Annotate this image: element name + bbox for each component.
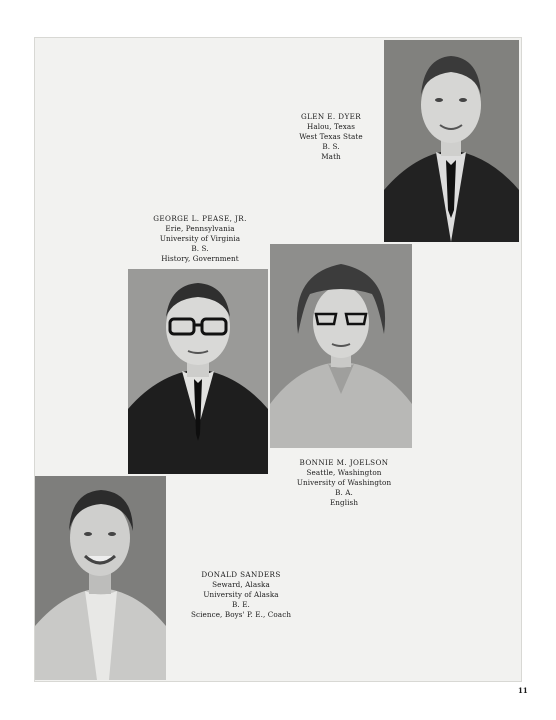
caption-donald-sanders (171, 570, 311, 620)
yearbook-page (35, 38, 528, 695)
staff-degree: B. A. (335, 488, 353, 497)
caption-bonnie-joelson (279, 458, 409, 508)
staff-subjects: Science, Boys' P. E., Coach (190, 610, 292, 619)
staff-college: University of Washington (296, 478, 392, 487)
staff-college: West Texas State (299, 132, 363, 141)
staff-degree: B. S. (322, 142, 340, 151)
staff-hometown: Erie, Pennsylvania (165, 224, 235, 233)
staff-college: University of Alaska (203, 590, 279, 599)
portrait-george-pease (128, 269, 268, 474)
staff-name: DONALD SANDERS (201, 570, 281, 579)
staff-name: GEORGE L. PEASE, JR. (153, 214, 247, 223)
portrait-donald-sanders (35, 476, 166, 680)
staff-subjects: Math (321, 152, 341, 161)
portrait-glen-dyer (384, 40, 519, 242)
page-number: 11 (518, 686, 528, 695)
staff-college: University of Virginia (159, 234, 241, 243)
staff-subjects: English (329, 498, 359, 507)
staff-name: GLEN E. DYER (300, 112, 362, 121)
staff-degree: B. E. (232, 600, 250, 609)
staff-hometown: Seattle, Washington (306, 468, 382, 477)
staff-hometown: Halou, Texas (306, 122, 356, 131)
staff-name: BONNIE M. JOELSON (299, 458, 389, 467)
staff-degree: B. S. (191, 244, 209, 253)
portrait-bonnie-joelson (270, 244, 412, 448)
staff-subjects: History, Government (161, 254, 239, 263)
caption-george-pease (130, 214, 270, 264)
staff-hometown: Seward, Alaska (212, 580, 270, 589)
caption-glen-dyer (271, 112, 391, 162)
